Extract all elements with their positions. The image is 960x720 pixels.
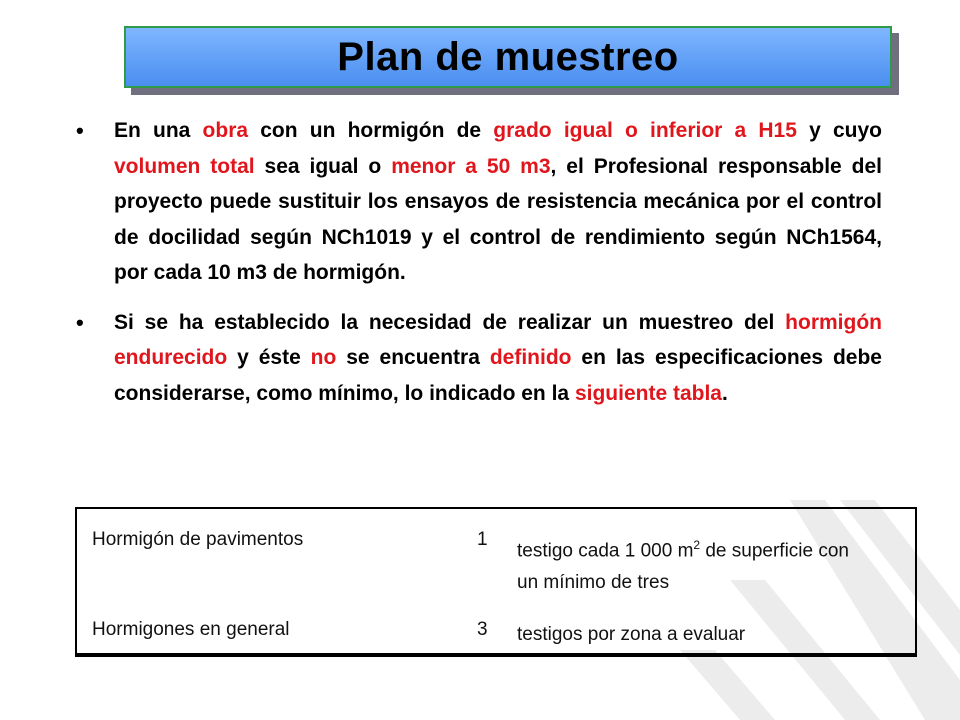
bullet-list <box>74 113 882 425</box>
highlight-segment: volumen total <box>114 154 255 178</box>
bullet-item-1 <box>74 113 882 291</box>
bullet-icon: • <box>76 309 84 335</box>
highlight-segment: obra <box>202 119 249 142</box>
bullet-text-2 <box>114 305 882 412</box>
highlight-segment: grado igual o inferior a H15 <box>493 119 797 142</box>
table-cell-qty: 3 <box>477 619 488 640</box>
superscript: 2 <box>693 538 701 552</box>
bullet-icon: • <box>76 118 84 143</box>
title-box <box>124 26 892 88</box>
highlight-segment: definido <box>489 346 572 369</box>
text-segment: en las especificaciones debe considerarse, como mínimo, lo indicado en la <box>114 346 882 405</box>
text-segment: , el Profesional responsable del proyecto puede sustituir los ensayos de resistencia mecánica por el control de docilidad según NCh1019 y el control de rendimiento según NCh1564, por cada 10 m3 de hormigón. <box>114 154 882 284</box>
text-segment: se encuentra <box>336 346 490 369</box>
text-segment: . <box>721 381 728 405</box>
highlight-segment: menor a 50 m3 <box>391 154 551 178</box>
highlight-segment: siguiente tabla <box>574 381 722 405</box>
table-cell-name: Hormigón de pavimentos <box>92 529 304 550</box>
desc-text: de superficie con <box>700 540 849 562</box>
table-cell-desc <box>517 529 849 599</box>
text-segment: sea igual o <box>254 154 392 178</box>
text-segment: y éste <box>227 346 311 369</box>
table-cell-qty: 1 <box>477 529 488 550</box>
page-title: Plan de muestreo <box>337 34 679 79</box>
bullet-item-2 <box>74 305 882 412</box>
sampling-table <box>75 507 917 657</box>
text-segment: Si se ha establecido la necesidad de realizar un muestreo del <box>114 310 786 334</box>
text-segment: y cuyo <box>796 119 882 142</box>
highlight-segment: hormigón endurecido <box>114 310 882 369</box>
text-segment: con un hormigón de <box>248 119 494 142</box>
desc-text: un mínimo de tres <box>517 572 670 594</box>
table-cell-desc: testigos por zona a evaluar <box>517 624 746 645</box>
desc-text: testigo cada 1 000 m <box>517 540 694 562</box>
text-segment: En una <box>114 119 203 142</box>
highlight-segment: no <box>310 346 337 369</box>
table-cell-name: Hormigones en general <box>92 619 290 640</box>
bullet-text-1 <box>114 113 882 291</box>
